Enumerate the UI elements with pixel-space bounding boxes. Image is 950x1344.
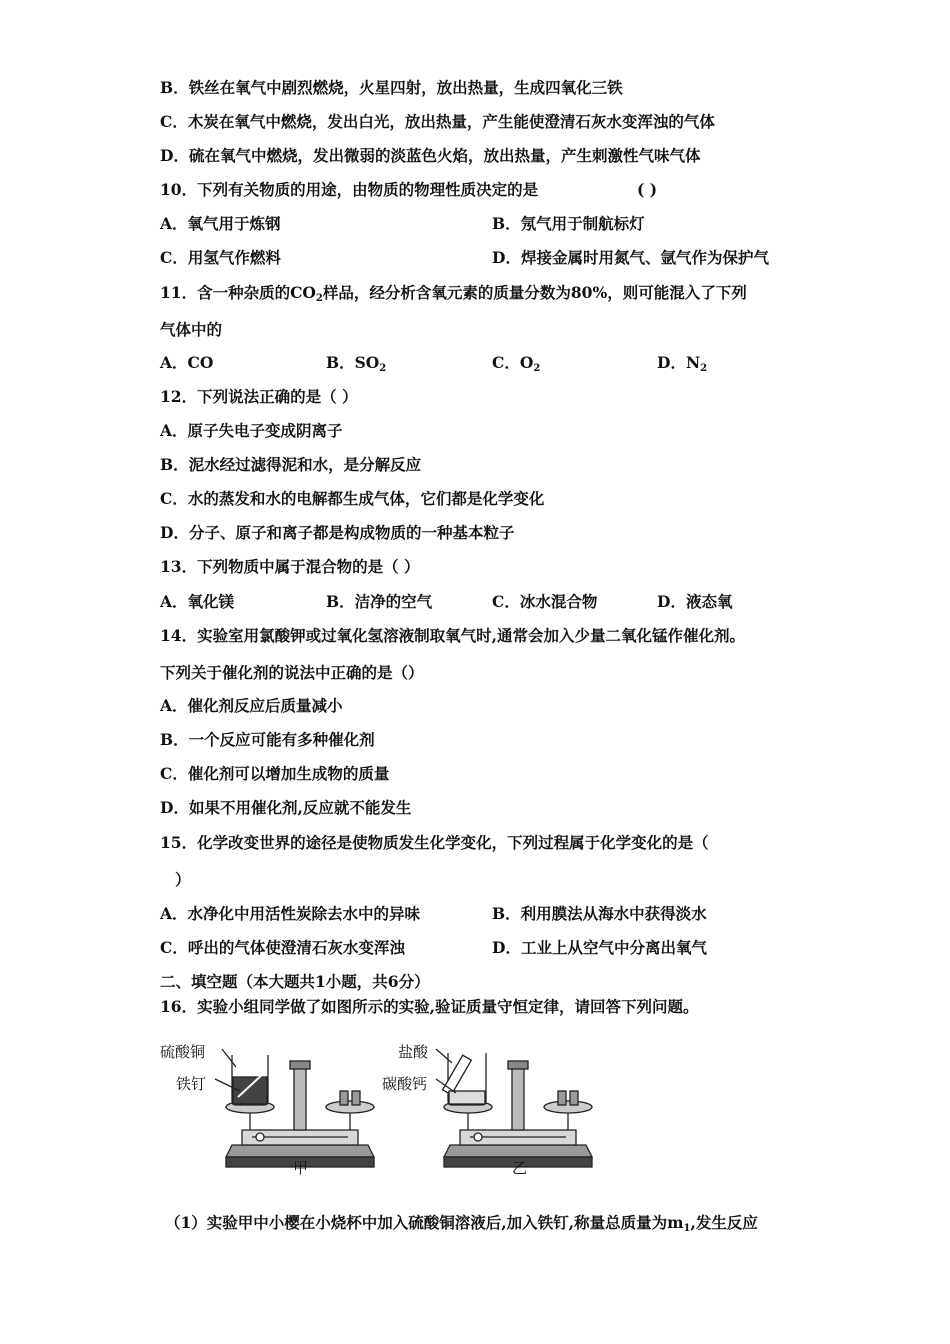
q15-option-d: D．工业上从空气中分离出氧气 xyxy=(492,938,707,957)
q11-option-a: A．CO xyxy=(160,353,214,372)
q11-option-d: D．$N_2$ xyxy=(657,353,708,374)
q9-option-c: C．木炭在氧气中燃烧，发出白光，放出热量，产生能使澄清石灰水变浑浊的气体 xyxy=(160,112,715,131)
caption-yi: 乙 xyxy=(512,1159,528,1177)
q14-option-a: A．催化剂反应后质量减小 xyxy=(160,696,343,715)
q11-option-c: C．$O_2$ xyxy=(492,353,541,374)
label-iron-nail: 铁钉 xyxy=(176,1075,207,1093)
q15-option-c: C．呼出的气体使澄清石灰水变浑浊 xyxy=(160,938,405,957)
q11-option-b: B．$SO_2$ xyxy=(326,353,387,374)
q15-stem: 15．化学改变世界的途径是使物质发生化学变化，下列过程属于化学变化的是（ xyxy=(160,833,709,852)
q16-part1: （1）实验甲中小樱在小烧杯中加入硫酸铜溶液后,加入铁钉,称量总质量为$m_1$,发生反应 xyxy=(165,1213,758,1234)
q10-option-d: D．焊接金属时用氮气、氩气作为保护气 xyxy=(492,248,769,267)
q10-stem: 10．下列有关物质的用途，由物质的物理性质决定的是 xyxy=(160,180,539,199)
q14-option-d: D．如果不用催化剂,反应就不能发生 xyxy=(160,798,412,817)
q10-option-c: C．用氢气作燃料 xyxy=(160,248,281,267)
q15-stem-continued: ） xyxy=(175,870,191,889)
q13-option-a: A．氧化镁 xyxy=(160,592,235,611)
balance-jia xyxy=(215,1049,374,1167)
q12-option-b: B．泥水经过滤得泥和水，是分解反应 xyxy=(160,455,422,474)
q10-option-a: A．氧气用于炼钢 xyxy=(160,214,281,233)
q13-stem: 13．下列物质中属于混合物的是（ ） xyxy=(160,557,420,576)
q13-option-b: B．洁净的空气 xyxy=(326,592,433,611)
q14-stem: 14．实验室用氯酸钾或过氧化氢溶液制取氧气时,通常会加入少量二氧化锰作催化剂。 xyxy=(160,626,745,645)
q10-answer-paren: ( ) xyxy=(637,180,658,199)
balance-yi xyxy=(436,1049,592,1167)
q15-option-a: A．水净化中用活性炭除去水中的异味 xyxy=(160,904,421,923)
q12-option-c: C．水的蒸发和水的电解都生成气体，它们都是化学变化 xyxy=(160,489,545,508)
q12-option-d: D．分子、原子和离子都是构成物质的一种基本粒子 xyxy=(160,523,515,542)
q11-stem-continued: 气体中的 xyxy=(160,320,223,339)
label-calcium-carbonate: 碳酸钙 xyxy=(382,1075,428,1093)
balance-illustration xyxy=(160,1035,600,1185)
q9-option-d: D．硫在氧气中燃烧，发出微弱的淡蓝色火焰，放出热量，产生刺激性气味气体 xyxy=(160,146,701,165)
q14-option-c: C．催化剂可以增加生成物的质量 xyxy=(160,764,390,783)
q13-option-d: D．液态氧 xyxy=(657,592,733,611)
q13-option-c: C．冰水混合物 xyxy=(492,592,598,611)
q11-stem: 11．含一种杂质的$CO_2$样品，经分析含氧元素的质量分数为80%，则可能混入了下列 xyxy=(160,283,747,304)
label-hydrochloric-acid: 盐酸 xyxy=(398,1043,429,1061)
q10-option-b: B．氖气用于制航标灯 xyxy=(492,214,645,233)
q9-option-b: B．铁丝在氧气中剧烈燃烧，火星四射，放出热量，生成四氧化三铁 xyxy=(160,78,623,97)
experiment-figure xyxy=(160,1035,600,1185)
q14-option-b: B．一个反应可能有多种催化剂 xyxy=(160,730,375,749)
caption-jia: 甲 xyxy=(293,1159,309,1177)
section-heading: 二、填空题（本大题共1小题，共6分） xyxy=(160,972,430,991)
q16-stem: 16．实验小组同学做了如图所示的实验,验证质量守恒定律，请回答下列问题。 xyxy=(160,997,699,1016)
q15-option-b: B．利用膜法从海水中获得淡水 xyxy=(492,904,707,923)
q14-stem-continued: 下列关于催化剂的说法中正确的是（） xyxy=(160,663,424,682)
q12-stem: 12．下列说法正确的是（ ） xyxy=(160,387,358,406)
q12-option-a: A．原子失电子变成阴离子 xyxy=(160,421,343,440)
label-copper-sulfate: 硫酸铜 xyxy=(160,1043,206,1061)
